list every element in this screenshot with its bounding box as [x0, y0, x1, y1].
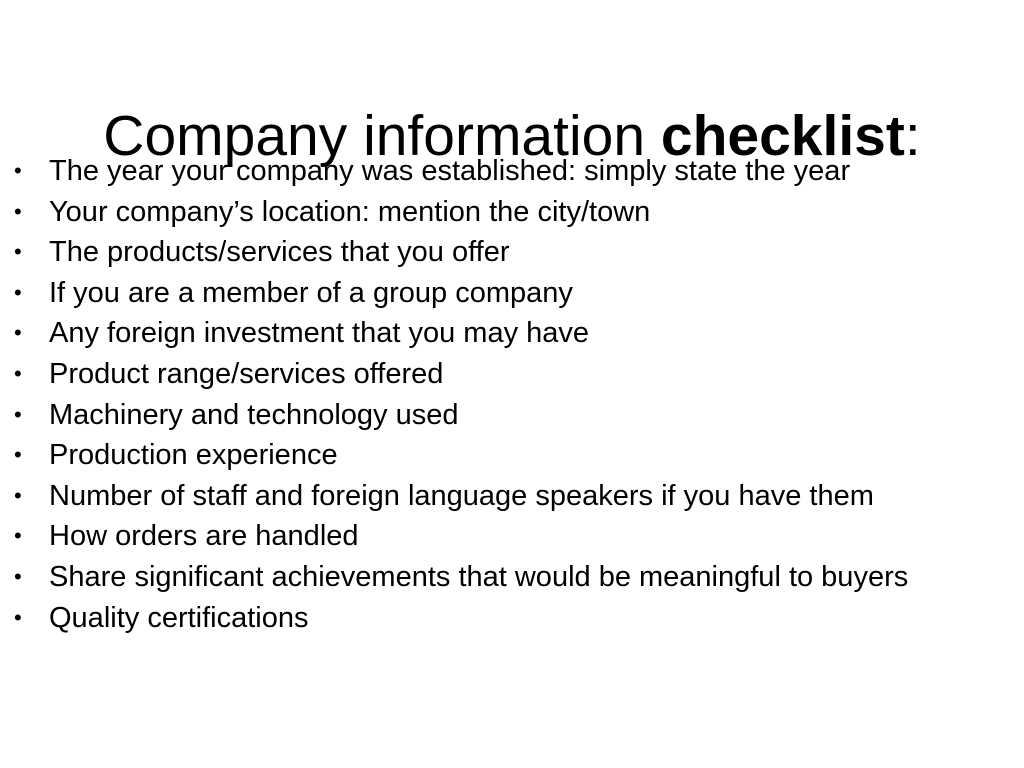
bullet-item — [14, 358, 1014, 390]
bullet-text: Number of staff and foreign language speakers if you have them — [49, 479, 874, 512]
bullet-item — [14, 561, 1014, 593]
bullet-item — [14, 520, 1014, 552]
bullet-dot-icon: • — [14, 563, 22, 589]
bullet-text: How orders are handled — [49, 520, 359, 553]
title-regular-text: Company information — [103, 104, 661, 169]
bullet-text: Production experience — [49, 439, 338, 472]
bullet-text: The products/services that you offer — [49, 236, 510, 269]
title-suffix-text: : — [904, 104, 921, 169]
bullet-item — [14, 439, 1014, 471]
bullet-dot-icon: • — [14, 604, 22, 630]
bullet-item — [14, 196, 1014, 228]
bullet-dot-icon: • — [14, 401, 22, 427]
title-bold-text: checklist — [660, 104, 905, 169]
bullet-dot-icon: • — [14, 320, 22, 346]
bullet-text: Share significant achievements that would be meaningful to buyers — [49, 560, 909, 593]
checklist-bullets — [14, 155, 1014, 642]
bullet-text: Quality certifications — [49, 601, 309, 634]
bullet-text: If you are a member of a group company — [49, 276, 573, 309]
bullet-dot-icon: • — [14, 198, 22, 224]
bullet-dot-icon: • — [14, 158, 22, 183]
bullet-item — [14, 277, 1014, 309]
bullet-item — [14, 317, 1014, 349]
bullet-item — [14, 155, 1014, 187]
bullet-text: The year your company was established: simply state the year — [49, 155, 851, 187]
bullet-text: Product range/services offered — [49, 357, 444, 390]
bullet-item — [14, 480, 1014, 512]
bullet-dot-icon: • — [14, 360, 22, 386]
bullet-text: Machinery and technology used — [49, 398, 459, 431]
bullet-dot-icon: • — [14, 279, 22, 305]
bullet-item — [14, 602, 1014, 634]
bullet-item — [14, 399, 1014, 431]
bullet-dot-icon: • — [14, 239, 22, 265]
bullet-dot-icon: • — [14, 482, 22, 508]
bullet-dot-icon: • — [14, 523, 22, 549]
bullet-dot-icon: • — [14, 442, 22, 468]
bullet-text: Your company’s location: mention the city/town — [49, 195, 651, 228]
bullet-item — [14, 236, 1014, 268]
bullet-text: Any foreign investment that you may have — [49, 317, 590, 350]
